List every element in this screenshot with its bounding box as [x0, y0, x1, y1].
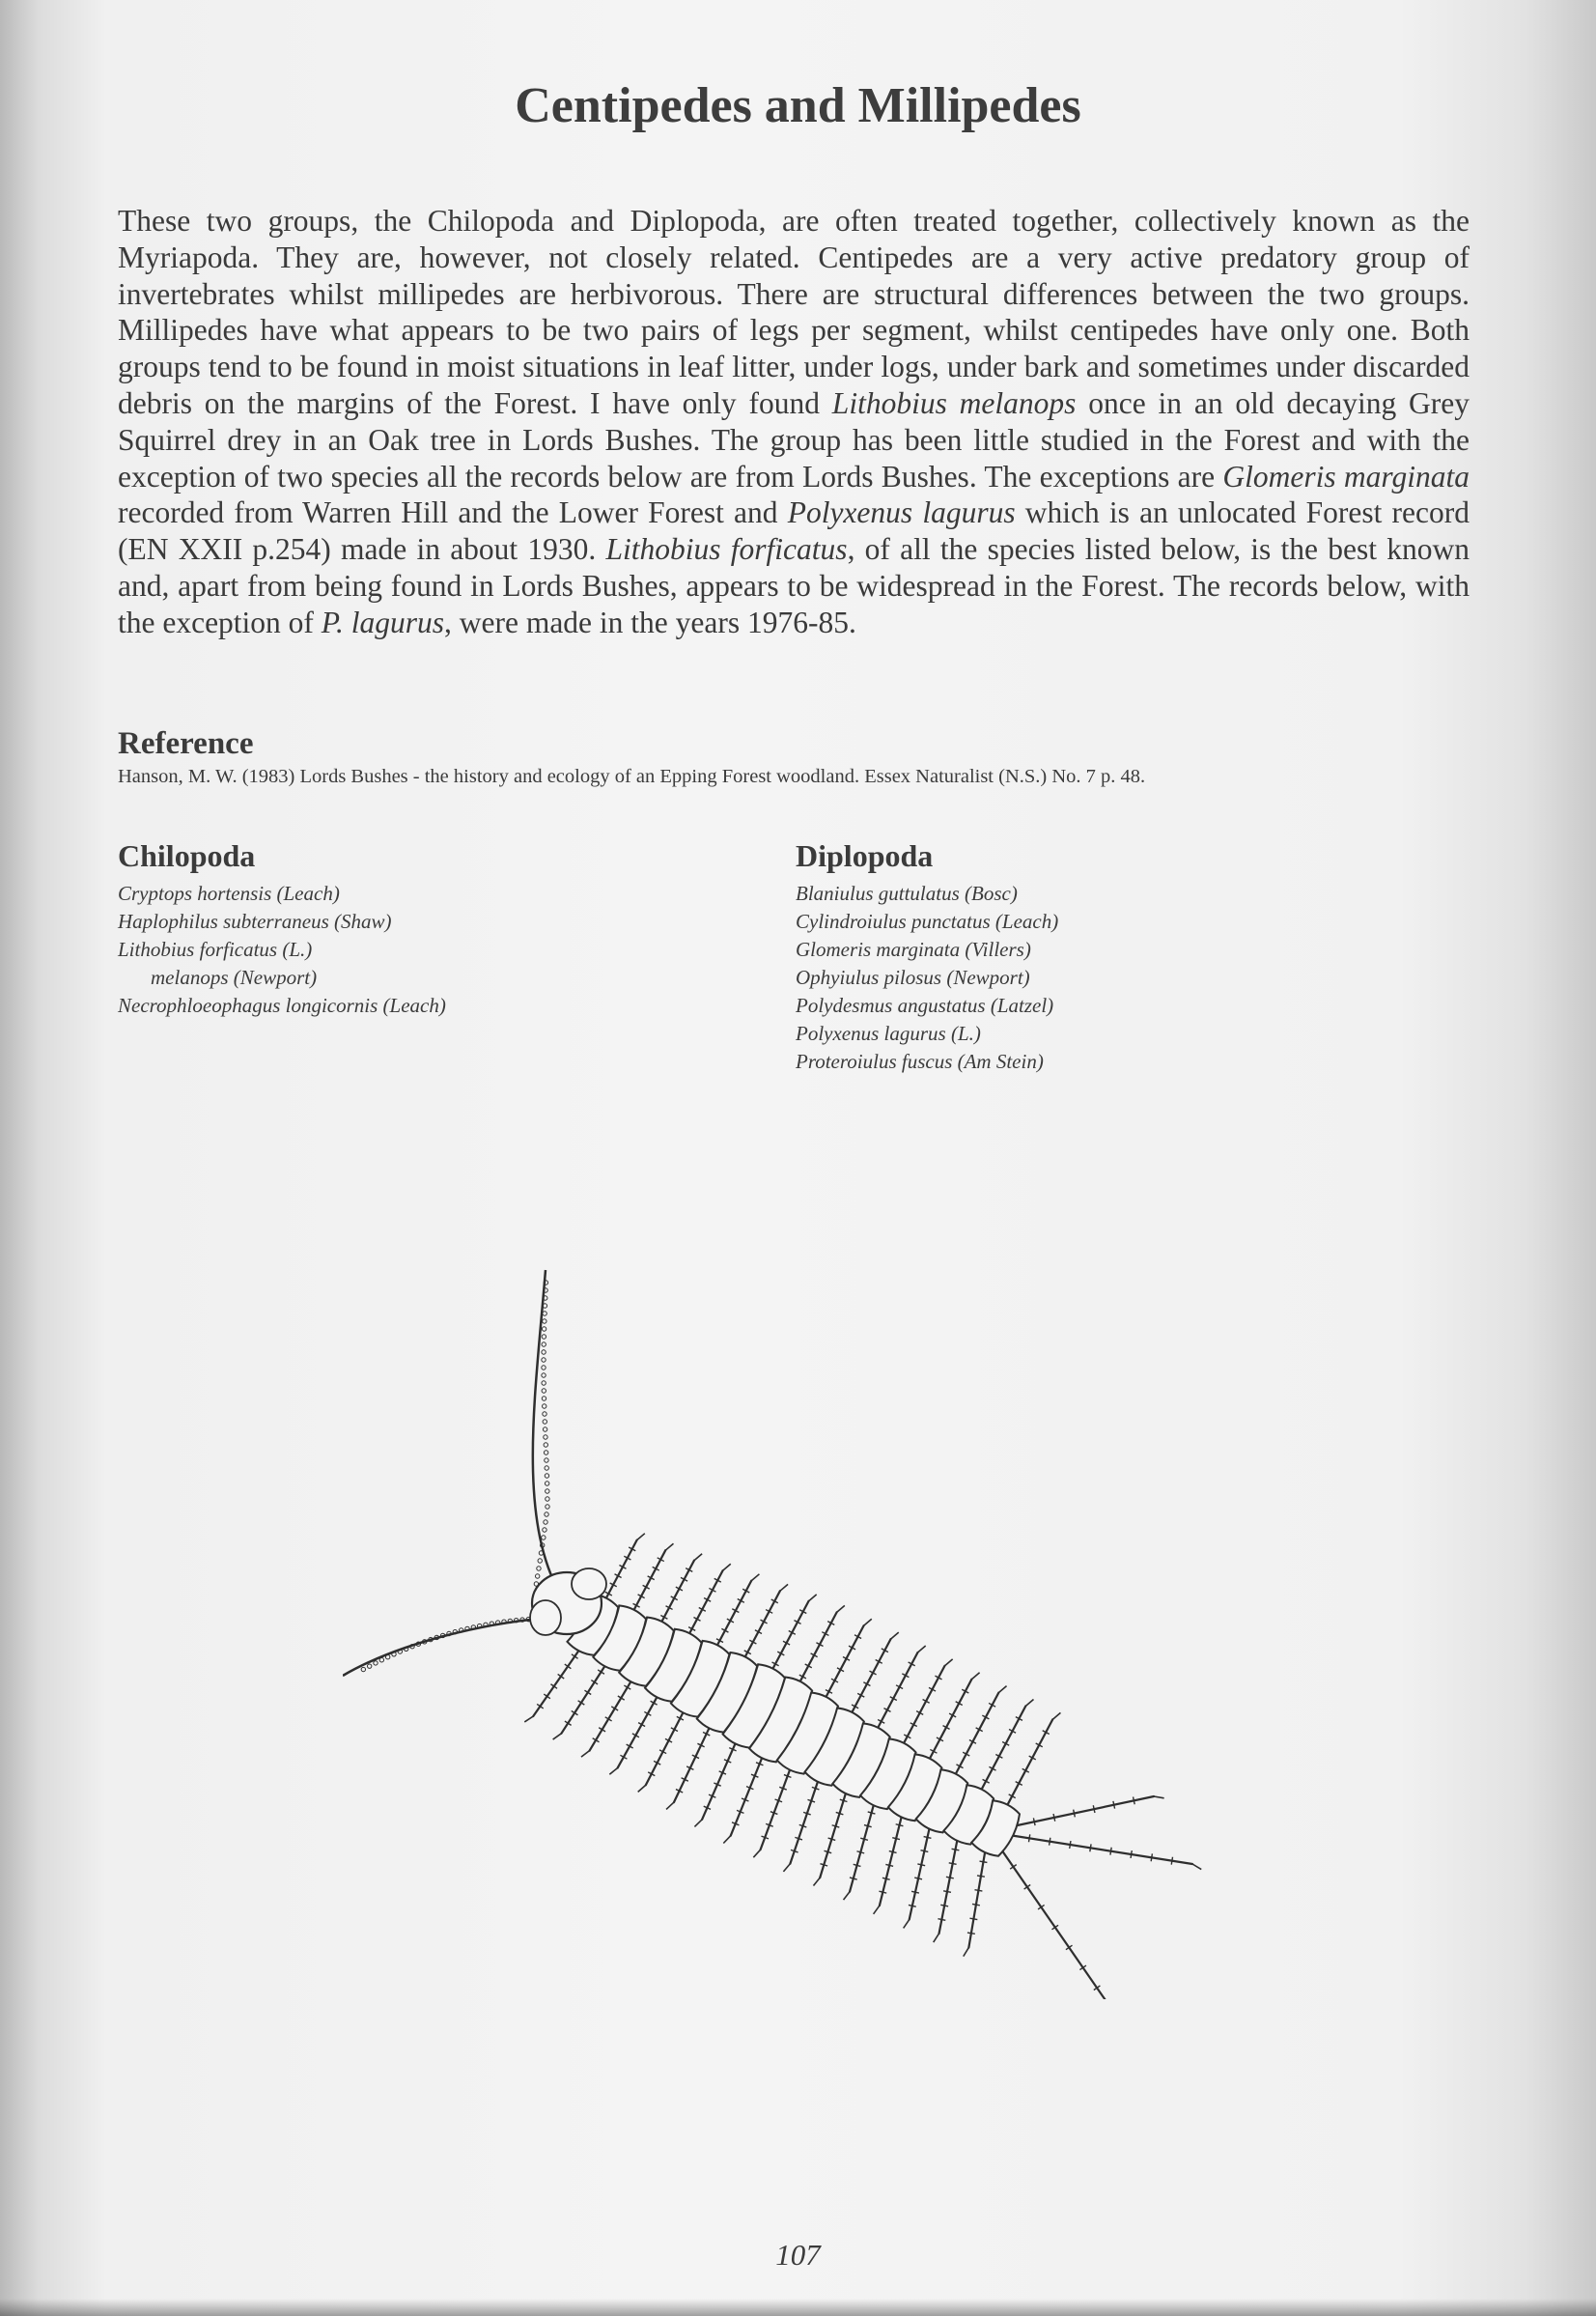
species-name: Lithobius melanops	[831, 385, 1077, 420]
leg-joint	[1090, 1844, 1091, 1851]
leg-claw	[837, 1605, 845, 1612]
leg-joint	[974, 1890, 982, 1891]
leg-joint	[949, 1863, 957, 1865]
leg-joint	[924, 1837, 932, 1839]
leg-joint	[1131, 1850, 1132, 1858]
leg	[850, 1799, 875, 1891]
leg	[880, 1812, 903, 1906]
chilopoda-heading: Chilopoda	[118, 838, 256, 873]
leg-joint	[938, 1919, 945, 1921]
antenna-segment	[542, 1350, 546, 1354]
antenna-segment	[545, 1512, 548, 1516]
species-list-item: Polyxenus lagurus (L.)	[796, 1022, 981, 1045]
species-list-item: Haplophilus subterraneus (Shaw)	[118, 910, 392, 933]
species-list-item: Lithobius forficatus (L.)	[118, 938, 313, 961]
antenna-segment	[543, 1420, 546, 1424]
species-name: Glomeris marginata	[1222, 459, 1470, 494]
intro-text: which is an unlocated Forest record (EN XXII p.254) made in about 1930.	[118, 495, 1470, 567]
antenna-segment	[542, 1381, 546, 1385]
leg-joint	[969, 1918, 977, 1919]
species-list-item: Cryptops hortensis (Leach)	[118, 882, 340, 905]
page-title: Centipedes and Millipedes	[515, 78, 1081, 133]
diplopoda-list	[796, 838, 1058, 1076]
leg-claw	[813, 1878, 820, 1885]
antenna-segment	[545, 1482, 548, 1485]
leg-joint	[920, 1850, 928, 1852]
leg-claw	[808, 1595, 816, 1601]
antenna-segment	[361, 1667, 365, 1671]
leg-claw	[783, 1864, 790, 1872]
antenna-segment	[544, 1443, 547, 1447]
leg-claw	[864, 1619, 872, 1625]
leg-claw	[637, 1534, 645, 1540]
leg-claw	[844, 1892, 851, 1901]
antenna-segment	[543, 1404, 546, 1408]
leg-joint	[1134, 1796, 1135, 1804]
leg-claw	[1025, 1700, 1033, 1707]
antenna-segment	[542, 1358, 546, 1362]
species-list-item: Polydesmus angustatus (Latzel)	[796, 994, 1054, 1017]
leg	[927, 1680, 971, 1764]
antenna-segment	[545, 1466, 548, 1470]
antenna-segment	[543, 1412, 546, 1416]
leg-claw	[665, 1543, 673, 1550]
leg-claw	[753, 1850, 760, 1857]
leg-claw	[609, 1767, 617, 1774]
antenna-segment	[545, 1458, 548, 1462]
leg-joint	[1113, 1801, 1115, 1809]
leg-joint	[952, 1849, 960, 1850]
antenna-segment	[535, 1574, 539, 1578]
antenna-segment	[546, 1505, 549, 1509]
leg-joint	[1171, 1857, 1172, 1865]
leg-joint	[885, 1864, 893, 1866]
leg-claw	[917, 1646, 925, 1652]
leg-joint	[879, 1891, 886, 1893]
mandible	[530, 1600, 561, 1635]
species-list-item: Ophyiulus pilosus (Newport)	[796, 966, 1030, 989]
leg-joint	[980, 1861, 988, 1862]
reference-citation: Hanson, M. W. (1983) Lords Bushes - the history and ecology of an Epping Forest woodland. Essex Naturalist (N.S.) No. 7 p. 48.	[118, 766, 1146, 787]
species-list-item: Blaniulus guttulatus (Bosc)	[796, 882, 1018, 905]
antenna	[343, 1618, 550, 1676]
leg-claw	[780, 1584, 788, 1591]
antenna-segment	[544, 1435, 547, 1439]
centipede-illustration	[343, 1265, 1212, 1999]
leg	[910, 1823, 931, 1919]
antenna-segment	[367, 1664, 371, 1668]
leg-claw	[1052, 1712, 1060, 1719]
leg-joint	[972, 1904, 980, 1905]
leg-joint	[1028, 1834, 1029, 1842]
chilopoda-list	[118, 838, 446, 1020]
species-name: P. lagurus	[321, 605, 444, 639]
leg-claw	[694, 1820, 702, 1827]
page-number: 107	[775, 2238, 821, 2272]
leg-joint	[1093, 1805, 1095, 1813]
antenna-segment	[538, 1559, 542, 1563]
species-list-item: melanops (Newport)	[151, 966, 318, 989]
leg-joint	[1074, 1810, 1076, 1818]
leg-claw	[723, 1836, 730, 1844]
leg-claw	[1154, 1796, 1164, 1798]
leg-joint	[1110, 1848, 1111, 1855]
leg-joint	[911, 1891, 919, 1893]
antenna-segment	[537, 1567, 541, 1570]
leg-claw	[934, 1934, 939, 1942]
leg-claw	[891, 1632, 899, 1639]
leg-joint	[1053, 1814, 1055, 1822]
species-list-item: Glomeris marginata (Villers)	[796, 938, 1031, 961]
leg	[999, 1847, 1125, 1999]
antenna-segment	[545, 1474, 548, 1478]
antenna	[533, 1270, 560, 1594]
antenna-segment	[542, 1389, 546, 1393]
leg-joint	[946, 1877, 954, 1878]
leg	[968, 1848, 986, 1947]
leg	[979, 1706, 1025, 1793]
antenna-segment	[542, 1335, 546, 1339]
leg-claw	[971, 1673, 979, 1680]
antenna-segment	[385, 1655, 389, 1659]
intro-text: once in an old decaying Grey Squirrel drey in an Oak tree in Lords Bushes. The group has been little studied in the Forest and with the exception of two species all the records below are from Lords Bushes. The exceptions are	[118, 385, 1470, 494]
intro-text: , were made in the years 1976-85.	[444, 605, 856, 639]
leg-claw	[524, 1716, 533, 1722]
reference-heading: Reference	[118, 726, 254, 761]
species-list-item: Cylindroiulus punctatus (Leach)	[796, 910, 1059, 933]
antenna-segment	[542, 1373, 546, 1377]
leg-joint	[1033, 1818, 1035, 1825]
leg-claw	[964, 1947, 969, 1956]
leg-claw	[874, 1906, 880, 1914]
leg-claw	[904, 1920, 910, 1929]
leg-joint	[1151, 1853, 1152, 1861]
leg-joint	[977, 1876, 985, 1877]
antenna-segment	[543, 1427, 546, 1431]
antenna-segment	[379, 1658, 383, 1662]
antenna-segment	[543, 1319, 546, 1323]
diplopoda-heading: Diplopoda	[796, 838, 934, 873]
antenna-segment	[542, 1397, 546, 1400]
intro-paragraph	[118, 203, 1470, 641]
leg-joint	[909, 1905, 916, 1906]
leg-joint	[1070, 1841, 1071, 1849]
antenna-segment	[546, 1497, 549, 1501]
eye	[572, 1568, 606, 1599]
page-edge-shadow	[0, 2299, 1596, 2316]
antenna-segment	[374, 1661, 378, 1665]
leg-claw	[638, 1785, 646, 1792]
leg	[953, 1693, 998, 1779]
species-list-item: Proteroiulus fuscus (Am Stein)	[796, 1050, 1044, 1073]
species-name: Lithobius forficatus	[605, 532, 848, 567]
leg-joint	[943, 1891, 951, 1893]
intro-text: These two groups, the Chilopoda and Diplopoda, are often treated together, collectively known as the Myriapoda. They are, however, not closely related. Centipedes are a very active predatory group of invertebrates whilst millipedes are herbivorous. There are structural differences between the two groups. Millipedes have what appears to be two pairs of legs per segment, whilst centipedes have only one. Both groups tend to be found in moist situations in leaf litter, under logs, under bark and sometimes under discarded debris on the margins of the Forest. I have only found	[118, 204, 1470, 420]
leg-claw	[751, 1574, 759, 1581]
intro-text: , of all the species listed below, is the best known and, apart from being found in Lords Bushes, appears to be widespread in the Forest. The records below, with the exception of	[118, 532, 1470, 639]
leg-claw	[694, 1554, 702, 1561]
antenna-segment	[542, 1342, 546, 1346]
leg-claw	[666, 1802, 674, 1809]
species-name: Polyxenus lagurus	[787, 495, 1016, 530]
leg-claw	[553, 1734, 562, 1739]
leg-claw	[723, 1564, 731, 1570]
antenna-segment	[542, 1366, 546, 1370]
species-list-item: Necrophloeophagus longicornis (Leach)	[118, 994, 446, 1017]
leg-joint	[940, 1905, 948, 1906]
leg-claw	[944, 1659, 952, 1666]
leg-joint	[967, 1933, 975, 1934]
leg-joint	[914, 1878, 922, 1879]
antenna-segment	[546, 1489, 549, 1493]
antenna-segment	[542, 1536, 546, 1539]
leg-claw	[998, 1686, 1006, 1693]
antenna-segment	[543, 1528, 546, 1532]
antenna-segment	[543, 1312, 546, 1315]
leg-claw	[581, 1751, 590, 1758]
intro-text: recorded from Warren Hill and the Lower Forest and	[118, 495, 788, 530]
antenna-segment	[544, 1451, 547, 1455]
leg-joint	[896, 1824, 904, 1826]
leg-joint	[882, 1878, 890, 1879]
leg-joint	[917, 1864, 925, 1866]
leg-joint	[892, 1838, 900, 1840]
leg	[1009, 1835, 1192, 1864]
antenna-segment	[542, 1327, 546, 1331]
antenna-segment	[544, 1520, 547, 1524]
leg-claw	[1192, 1864, 1201, 1870]
leg	[939, 1836, 959, 1934]
leg-joint	[889, 1851, 897, 1853]
